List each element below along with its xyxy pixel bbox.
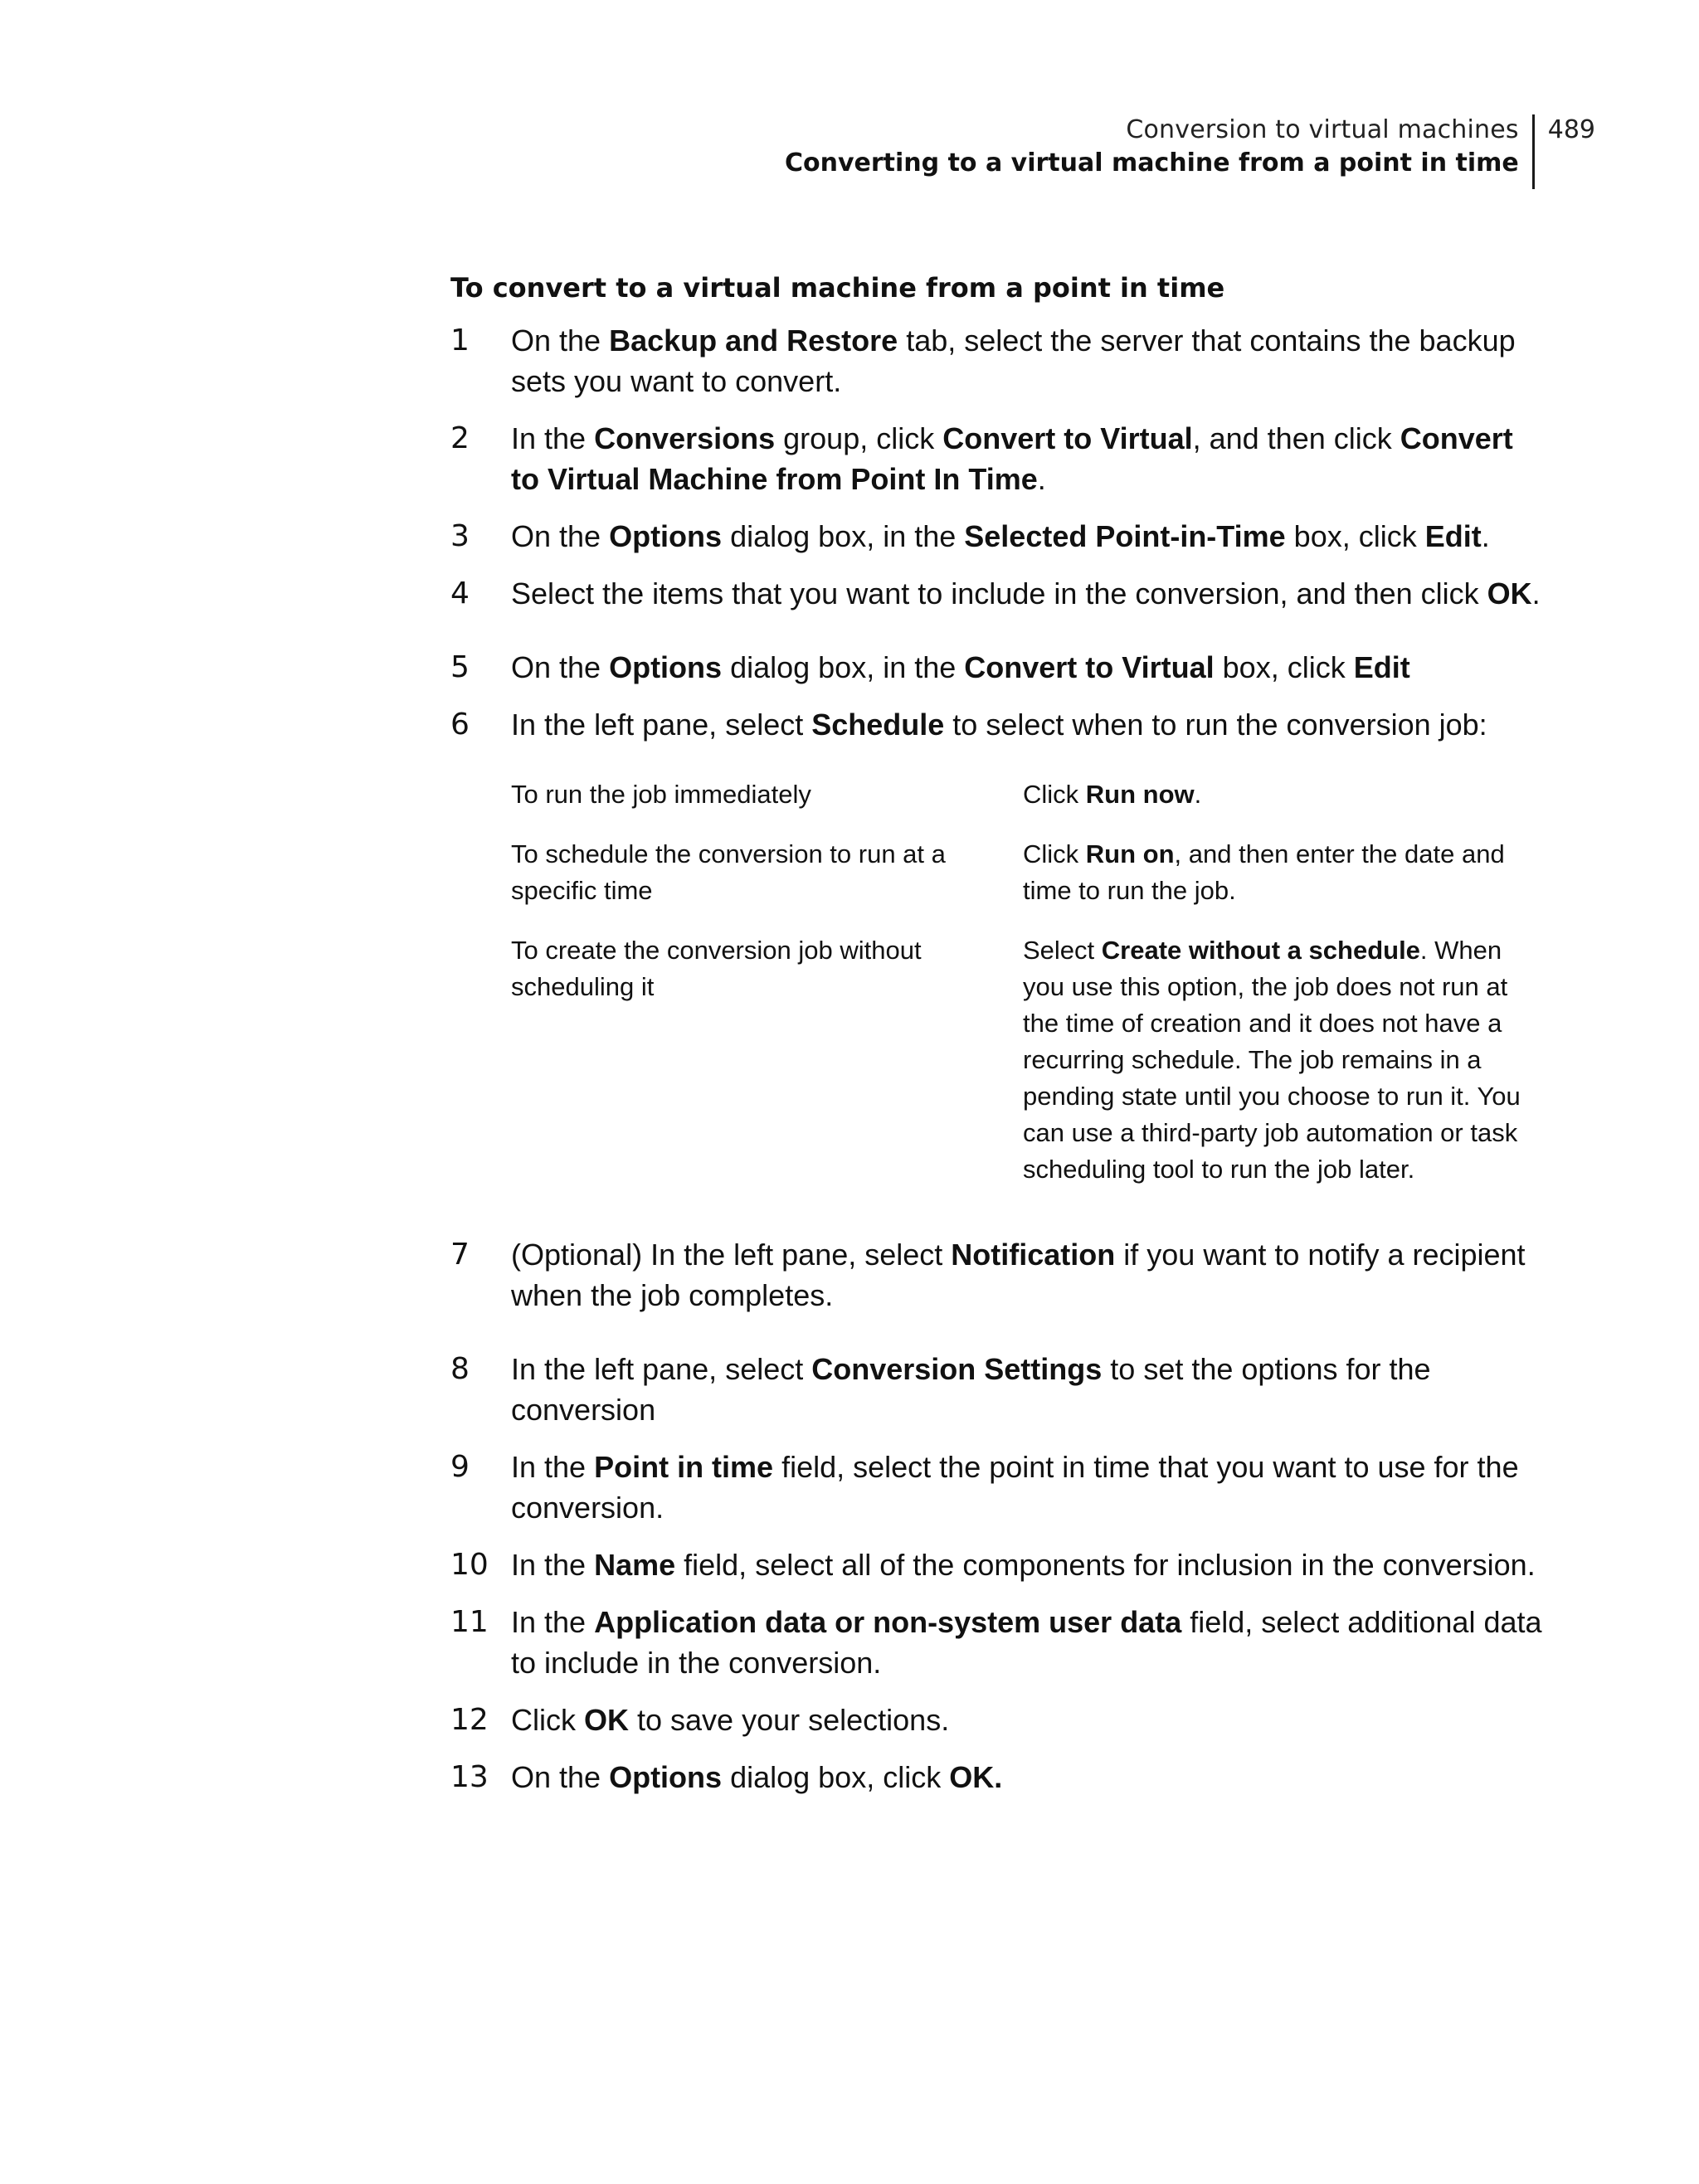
step-text	[511, 320, 1546, 401]
emphasis-text: Options	[609, 519, 723, 553]
emphasis-text: Name	[594, 1548, 676, 1582]
running-header-titles	[785, 114, 1535, 189]
emphasis-text: Convert to Virtual	[942, 421, 1193, 455]
text-run: to select when to run the conversion job:	[944, 708, 1487, 742]
step-text	[511, 1234, 1546, 1316]
step-number: 2	[450, 421, 470, 455]
schedule-option-action	[1023, 776, 1521, 813]
step-item	[450, 1234, 1546, 1316]
step-text	[511, 1700, 1546, 1740]
step-number: 5	[450, 650, 470, 684]
text-run: box, click	[1214, 650, 1354, 684]
step-item	[450, 1757, 1546, 1797]
text-run: On the	[511, 650, 610, 684]
procedure-title: To convert to a virtual machine from a point in time	[450, 272, 1225, 304]
step-text	[511, 1544, 1546, 1585]
emphasis-text: Backup and Restore	[609, 323, 898, 358]
section-title: Converting to a virtual machine from a point in time	[785, 148, 1519, 178]
steps-list-part-2	[450, 1234, 1546, 1797]
step-item	[450, 516, 1546, 557]
step-number: 6	[450, 708, 470, 742]
step-text	[511, 647, 1546, 688]
text-run: On the	[511, 323, 610, 358]
step-text	[511, 516, 1546, 557]
emphasis-text: Run now	[1085, 780, 1195, 809]
text-run: Click	[1023, 780, 1086, 809]
schedule-options-table	[511, 776, 1540, 1188]
step-text	[511, 418, 1546, 499]
step-item	[450, 1447, 1546, 1528]
schedule-option-condition: To run the job immediately	[511, 780, 811, 809]
text-run: to save your selections.	[629, 1703, 950, 1737]
step-number: 1	[450, 323, 470, 358]
text-run: field, select all of the components for inclusion in the conversion.	[675, 1548, 1536, 1582]
step-number: 9	[450, 1450, 470, 1484]
text-run: In the	[511, 421, 595, 455]
text-run: box, click	[1285, 519, 1425, 553]
page-number: 489	[1547, 115, 1595, 144]
text-run: .	[1481, 519, 1490, 553]
step-text	[511, 704, 1546, 745]
emphasis-text: Notification	[951, 1238, 1116, 1272]
step-number: 11	[450, 1605, 489, 1639]
text-run: Click	[511, 1703, 584, 1737]
schedule-option-condition: To schedule the conversion to run at a specific time	[511, 839, 946, 905]
schedule-option-action	[1023, 836, 1521, 909]
text-run: tab, select the server that contains the backup sets you want to convert.	[511, 323, 1516, 398]
page-content	[450, 267, 1546, 1814]
emphasis-text: OK.	[949, 1760, 1003, 1794]
text-run: In the left pane, select	[511, 708, 812, 742]
emphasis-text: OK	[584, 1703, 629, 1737]
step-number: 3	[450, 519, 470, 553]
step-number: 4	[450, 576, 470, 610]
text-run: Select	[1023, 936, 1102, 965]
step-number: 8	[450, 1352, 470, 1386]
schedule-option-condition: To create the conversion job without scheduling it	[511, 936, 922, 1001]
step-item	[450, 1544, 1546, 1585]
step-item	[450, 573, 1546, 614]
step-item	[450, 1602, 1546, 1683]
text-run: In the	[511, 1605, 595, 1639]
text-run: , and then enter the date and time to run the job.	[1023, 839, 1505, 905]
emphasis-text: Conversion Settings	[811, 1352, 1103, 1386]
emphasis-text: Edit	[1353, 650, 1410, 684]
text-run: On the	[511, 1760, 610, 1794]
text-run: . When you use this option, the job does not run at the time of creation and it does not have a recurring schedule. The job remains in a pending state until you choose to run it. You can use a third-party job automation or task scheduling tool to run the job later.	[1023, 936, 1521, 1184]
text-run: In the left pane, select	[511, 1352, 812, 1386]
text-run: dialog box, in the	[722, 519, 965, 553]
step-item	[450, 647, 1546, 688]
emphasis-text: Convert to Virtual Machine from Point In Time	[511, 421, 1513, 496]
text-run: to set the options for the conversion	[511, 1352, 1431, 1427]
text-run: .	[1037, 462, 1046, 496]
text-run: dialog box, in the	[722, 650, 965, 684]
emphasis-text: Application data or non-system user data	[594, 1605, 1182, 1639]
step-text	[511, 1349, 1546, 1430]
emphasis-text: Options	[609, 1760, 723, 1794]
step-number: 12	[450, 1703, 489, 1737]
steps-list-part-1	[450, 320, 1546, 745]
step-item	[450, 1700, 1546, 1740]
emphasis-text: OK	[1487, 576, 1532, 610]
chapter-title: Conversion to virtual machines	[1126, 115, 1519, 144]
emphasis-text: Point in time	[594, 1450, 774, 1484]
text-run: dialog box, click	[722, 1760, 950, 1794]
text-run: group, click	[775, 421, 943, 455]
emphasis-text: Convert to Virtual	[964, 650, 1215, 684]
emphasis-text: Create without a schedule	[1101, 936, 1420, 965]
step-text	[511, 1757, 1546, 1797]
text-run: field, select the point in time that you want to use for the conversion.	[511, 1450, 1519, 1525]
schedule-option-row	[511, 836, 1540, 909]
text-run: if you want to notify a recipient when the job completes.	[511, 1238, 1526, 1312]
text-run: Select the items that you want to include in the conversion, and then click	[511, 576, 1487, 610]
step-item	[450, 418, 1546, 499]
step-text	[511, 1602, 1546, 1683]
step-number: 7	[450, 1238, 470, 1272]
running-header	[785, 114, 1595, 189]
emphasis-text: Selected Point-in-Time	[964, 519, 1286, 553]
step-item	[450, 320, 1546, 401]
emphasis-text: Run on	[1085, 839, 1175, 868]
step-text	[511, 573, 1546, 614]
step-text	[511, 1447, 1546, 1528]
emphasis-text: Edit	[1424, 519, 1482, 553]
text-run: (Optional) In the left pane, select	[511, 1238, 952, 1272]
schedule-option-action	[1023, 932, 1521, 1188]
emphasis-text: Options	[609, 650, 723, 684]
emphasis-text: Conversions	[594, 421, 776, 455]
text-run: .	[1531, 576, 1541, 610]
text-run: In the	[511, 1548, 595, 1582]
step-item	[450, 704, 1546, 745]
text-run: , and then click	[1192, 421, 1400, 455]
text-run: field, select additional data to include in the conversion.	[511, 1605, 1542, 1680]
step-number: 13	[450, 1760, 489, 1794]
text-run: Click	[1023, 839, 1086, 868]
text-run: On the	[511, 519, 610, 553]
step-number: 10	[450, 1548, 489, 1582]
text-run: In the	[511, 1450, 595, 1484]
text-run: .	[1194, 780, 1202, 809]
step-item	[450, 1349, 1546, 1430]
emphasis-text: Schedule	[811, 708, 945, 742]
schedule-option-row	[511, 932, 1540, 1188]
schedule-option-row	[511, 776, 1540, 813]
